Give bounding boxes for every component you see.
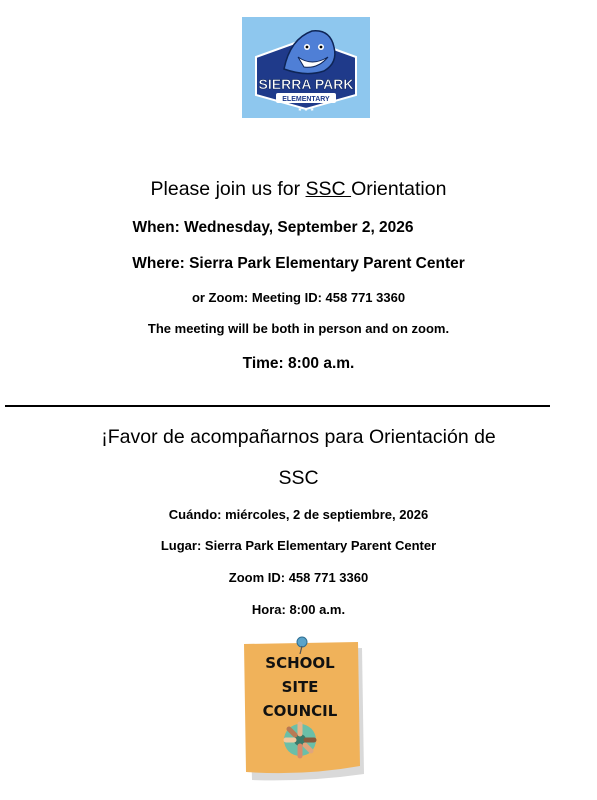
note-line-council: COUNCIL: [262, 702, 338, 720]
when-line: When: Wednesday, September 2, 2026: [132, 219, 414, 236]
ssc-link[interactable]: SSC: [305, 178, 352, 200]
school-site-council-sticky-note: [238, 636, 370, 784]
cuando-line: Cuándo: miércoles, 2 de septiembre, 2026: [168, 507, 429, 522]
spanish-invite-heading-line2: SSC: [278, 467, 319, 489]
svg-text:★ ★ ★: ★ ★ ★: [297, 107, 315, 113]
zoom-line: or Zoom: Meeting ID: 458 771 3360: [191, 290, 406, 305]
lugar-line: Lugar: Sierra Park Elementary Parent Center: [160, 538, 437, 553]
where-line: Where: Sierra Park Elementary Parent Center: [132, 255, 465, 272]
spanish-invite-heading-line1: ¡Favor de acompañarnos para Orientación de: [101, 426, 496, 448]
logo-school-name: SIERRA PARK: [258, 76, 354, 92]
section-divider: [5, 405, 550, 407]
hora-line: Hora: 8:00 a.m.: [251, 602, 346, 617]
logo-school-type: ELEMENTARY: [282, 96, 330, 103]
school-logo: [242, 17, 370, 118]
zoom-id-line: Zoom ID: 458 771 3360: [228, 570, 369, 585]
english-invite-heading: Please join us for SSC Orientation: [150, 178, 447, 200]
meeting-format-line: The meeting will be both in person and on zoom.: [147, 321, 450, 336]
note-line-site: SITE: [281, 678, 319, 696]
note-line-school: SCHOOL: [265, 654, 335, 672]
hands-circle-icon: [284, 724, 316, 756]
time-line: Time: 8:00 a.m.: [242, 355, 355, 372]
